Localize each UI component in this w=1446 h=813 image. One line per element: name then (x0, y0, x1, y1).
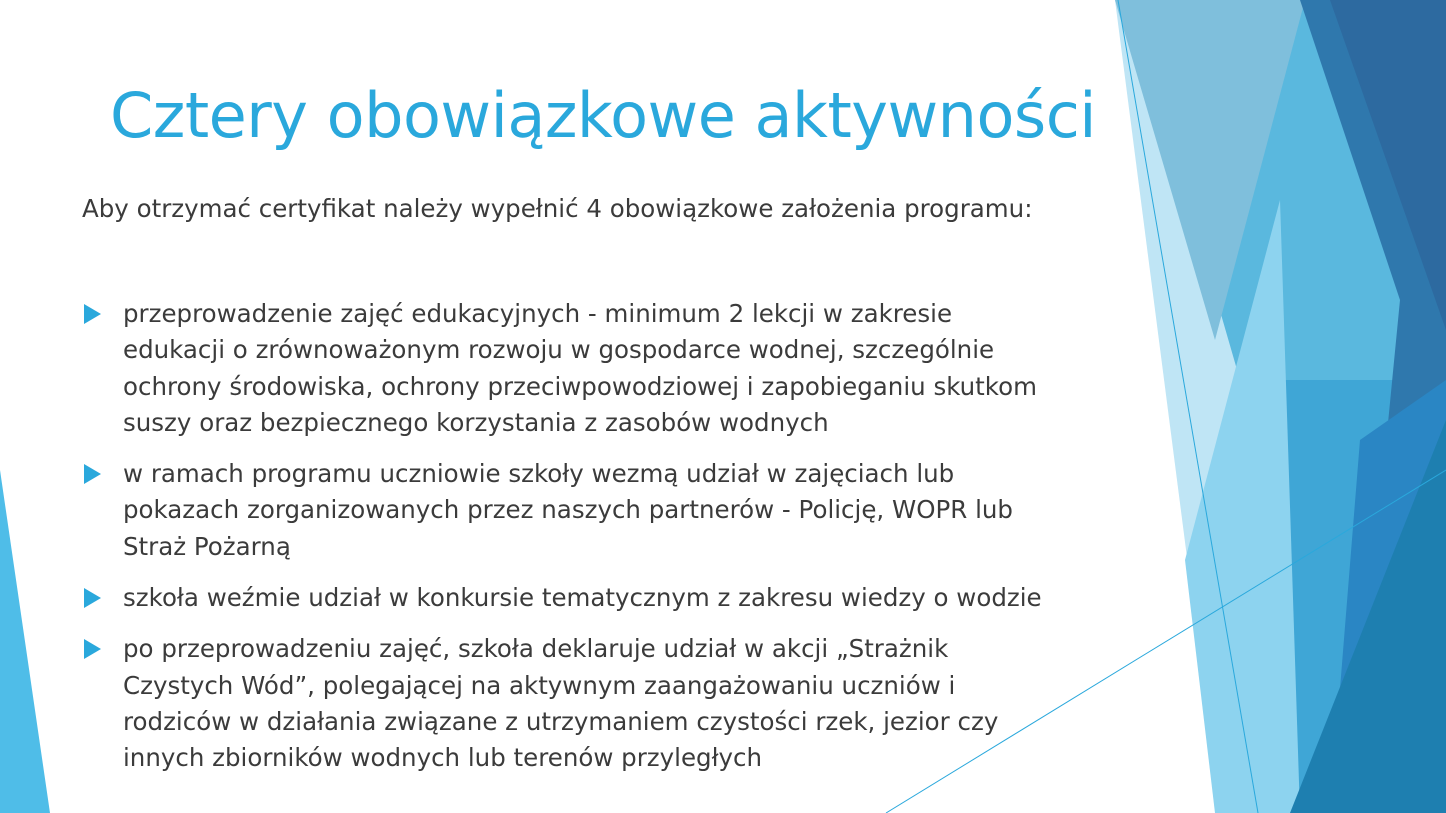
bullet-arrow-icon (84, 464, 101, 484)
slide-title: Cztery obowiązkowe aktywności (110, 79, 1097, 152)
bullet-line: Czystych Wód”, polegającej na aktywnym zaangażowaniu uczniów i (123, 670, 956, 700)
bullet-line: szkoła weźmie udział w konkursie tematycznym z zakresu wiedzy o wodzie (123, 583, 1042, 613)
bullet-item (82, 456, 1152, 565)
bullet-line: w ramach programu uczniowie szkoły wezmą udział w zajęciach lub (123, 459, 955, 489)
bullet-item (82, 631, 1152, 776)
bullet-line: rodziców w działania związane z utrzymaniem czystości rzek, jezior czy (123, 706, 999, 736)
left-accent-shape (0, 470, 50, 813)
bullet-line: po przeprowadzeniu zajęć, szkoła deklaruje udział w akcji „Strażnik (123, 634, 949, 664)
bullet-item (82, 580, 1152, 616)
bullet-line: suszy oraz bezpiecznego korzystania z zasobów wodnych (123, 407, 829, 437)
bullet-list (82, 296, 1152, 777)
bullet-line: przeprowadzenie zajęć edukacyjnych - minimum 2 lekcji w zakresie (123, 299, 953, 328)
bullet-line: innych zbiorników wodnych lub terenów przyległych (123, 743, 763, 773)
bullet-arrow-icon (84, 588, 101, 608)
bullet-arrow-icon (84, 304, 101, 324)
bullet-line: Straż Pożarną (123, 531, 291, 561)
bullet-item (82, 296, 1152, 441)
intro-text: Aby otrzymać certyfikat należy wypełnić 4 obowiązkowe założenia programu: (82, 194, 1033, 223)
bullet-arrow-icon (84, 639, 101, 659)
bullet-line: ochrony środowiska, ochrony przeciwpowodziowej i zapobieganiu skutkom (123, 371, 1037, 401)
bullet-line: edukacji o zrównoważonym rozwoju w gospodarce wodnej, szczególnie (123, 335, 995, 365)
bullet-line: pokazach zorganizowanych przez naszych partnerów - Policję, WOPR lub (123, 495, 1013, 525)
